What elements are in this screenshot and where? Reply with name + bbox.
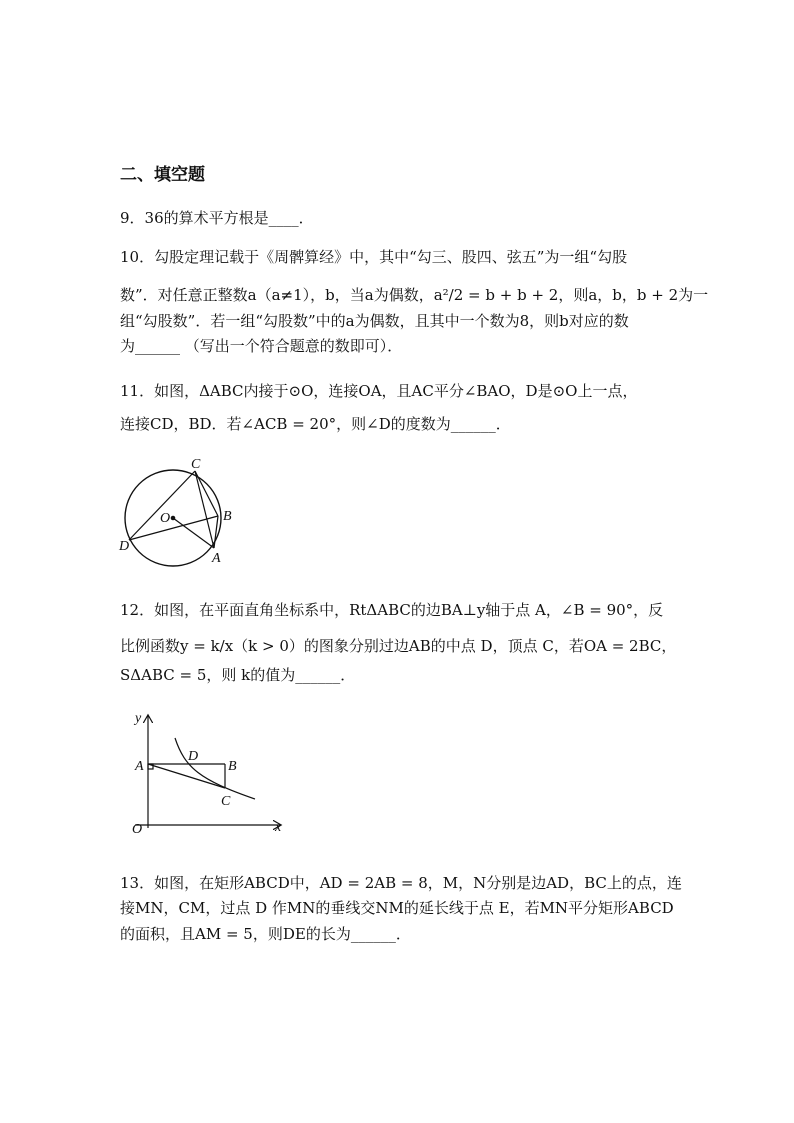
circle-figure: [115, 458, 245, 570]
q11-line-1: 11．如图，ΔABC内接于⊙O，连接OA，且AC平分∠BAO，D是⊙O上一点，: [120, 382, 638, 400]
segment-ba: [214, 516, 218, 548]
label-o: O: [160, 511, 171, 526]
q9-line-1: 9．36的算术平方根是____．: [120, 209, 314, 227]
q13-line-2: 接MN，CM，过点 D 作MN的垂线交NM的延长线于点 E，若MN平分矩形ABCD: [120, 899, 674, 917]
q12-line-2: 比例函数y = k/x（k > 0）的图象分别过边AB的中点 D，顶点 C，若OA = 2BC，: [120, 637, 677, 655]
q10-line-2: 数”．对任意正整数a（a≠1），b，当a为偶数，a²/2 = b + b + 2，则a，b，b + 2为一: [120, 286, 709, 304]
q10-line-1: 10．勾股定理记载于《周髀算经》中，其中“勾三、股四、弦五”为一组“勾股: [120, 248, 628, 266]
label-d: D: [119, 539, 130, 554]
q12-line-3: SΔABC = 5，则 k的值为______．: [120, 666, 356, 684]
center-o-dot: [171, 516, 176, 521]
label-b: B: [228, 759, 237, 774]
hyperbola-curve: [175, 738, 255, 799]
label-b: B: [223, 509, 232, 524]
label-x: x: [275, 820, 282, 835]
segment-dc: [129, 471, 195, 540]
label-d: D: [188, 749, 199, 764]
label-a: A: [135, 759, 144, 774]
q10-line-4: 为______ （写出一个符合题意的数即可）．: [120, 337, 403, 355]
label-c: C: [221, 794, 231, 809]
q10-line-3: 组“勾股数”．若一组“勾股数”中的a为偶数，且其中一个数为8，则b对应的数: [120, 312, 629, 330]
section-title: 二、填空题: [120, 165, 205, 185]
segment-ac: [148, 764, 225, 788]
label-c: C: [191, 458, 201, 472]
q12-line-1: 12．如图，在平面直角坐标系中，RtΔABC的边BA⊥y轴于点 A，∠B = 90°，反: [120, 601, 664, 619]
label-y: y: [135, 711, 142, 726]
coordinate-figure: [125, 708, 290, 843]
label-a: A: [212, 551, 221, 566]
label-o: O: [132, 822, 143, 837]
q13-line-1: 13．如图，在矩形ABCD中，AD = 2AB = 8，M，N分别是边AD，BC上的点，连: [120, 874, 682, 892]
q13-line-3: 的面积，且AM = 5，则DE的长为______．: [120, 925, 411, 943]
q11-line-2: 连接CD，BD．若∠ACB = 20°，则∠D的度数为______．: [120, 415, 511, 433]
